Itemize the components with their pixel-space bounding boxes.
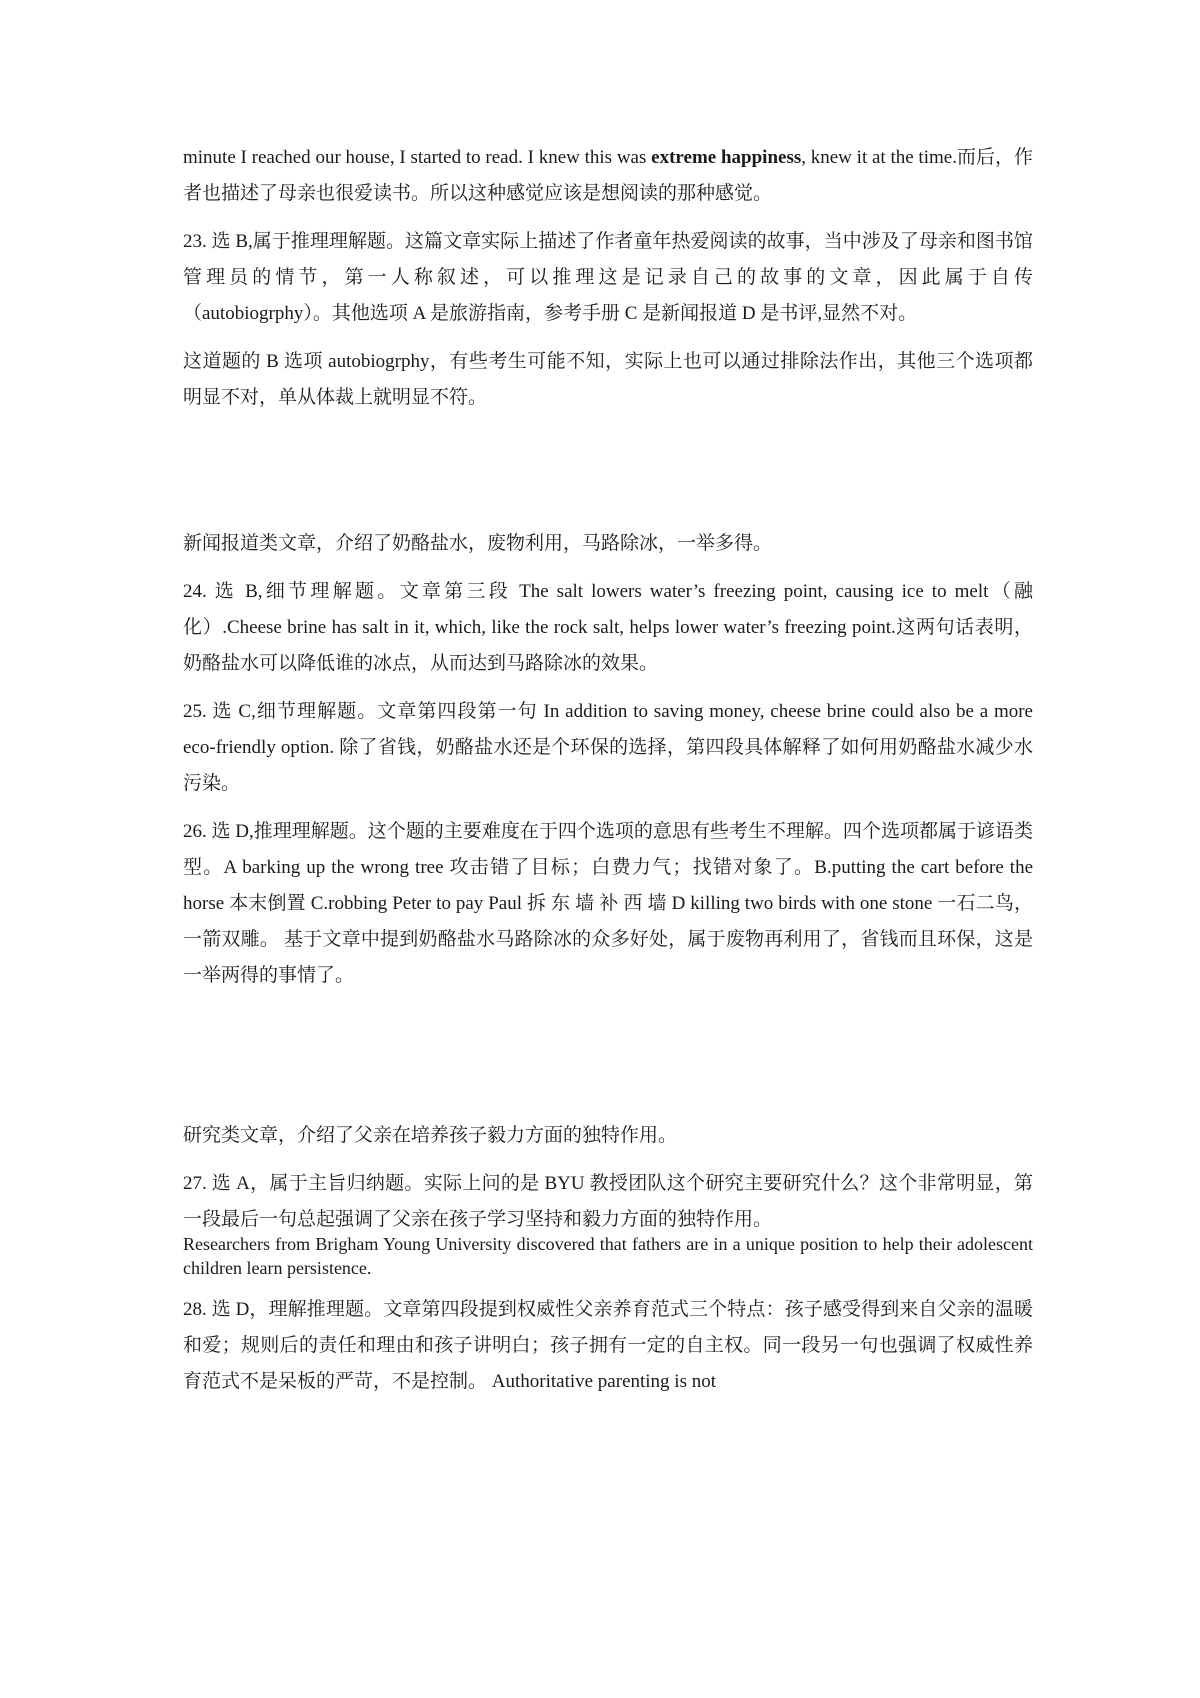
section-gap [183, 428, 1033, 526]
note-23: 这道题的 B 选项 autobiogrphy，有些考生可能不知，实际上也可以通过排除法作出，其他三个选项都明显不对，单从体裁上就明显不符。 [183, 351, 1033, 408]
section-gap [183, 1006, 1033, 1118]
answer-28: 28. 选 D，理解推理题。文章第四段提到权威性父亲养育范式三个特点：孩子感受得到来自父亲的温暖和爱；规则后的责任和理由和孩子讲明白；孩子拥有一定的自主权。同一段另一句也强调了权威性养育范式不是呆板的严苛，不是控制。 Authoritative parenting is not [183, 1299, 1033, 1392]
answer-27: 27. 选 A，属于主旨归纳题。实际上问的是 BYU 教授团队这个研究主要研究什么？这个非常明显，第一段最后一句总起强调了父亲在孩子学习坚持和毅力方面的独特作用。 [183, 1173, 1033, 1230]
answer-25: 25. 选 C,细节理解题。文章第四段第一句 In addition to saving money, cheese brine could also be a more eco-friendly option. 除了省钱，奶酪盐水还是个环保的选择，第四段具体解释了如何用奶酪盐水减少水污染。 [183, 701, 1033, 794]
answer-26: 26. 选 D,推理理解题。这个题的主要难度在于四个选项的意思有些考生不理解。四个选项都属于谚语类型。A barking up the wrong tree 攻击错了目标；白费力气；找错对象了。B.putting the cart before the horse 本末倒置 C.robbing Peter to pay Paul 拆 东 墙 补 西 墙 D killing two birds with one stone 一石二鸟，一箭双雕。 基于文章中提到奶酪盐水马路除冰的众多好处，属于废物再利用了，省钱而且环保，这是一举两得的事情了。 [183, 821, 1033, 986]
paragraph-continuation [183, 140, 1033, 212]
paragraph-text: , knew it at the time.而后，作者也描述了母亲也很爱读书。所以这种感觉应该是想阅读的那种感觉。 [183, 147, 1034, 204]
bold-phrase: extreme happiness [651, 147, 802, 168]
document-page [183, 140, 1033, 1412]
answer-23: 23. 选 B,属于推理理解题。这篇文章实际上描述了作者童年热爱阅读的故事，当中涉及了母亲和图书馆管理员的情节，第一人称叙述，可以推理这是记录自己的故事的文章，因此属于自传（autobiogrphy）。其他选项 A 是旅游指南，参考手册 C 是新闻报道 D 是书评,显然不对。 [183, 231, 1033, 324]
quote-27: Researchers from Brigham Young University discovered that fathers are in a unique position to help their adolescent children learn persistence. [183, 1234, 1033, 1278]
paragraph-text: minute I reached our house, I started to read. I knew this was [183, 147, 652, 168]
section-intro-research: 研究类文章，介绍了父亲在培养孩子毅力方面的独特作用。 [183, 1125, 678, 1146]
section-intro-news: 新闻报道类文章，介绍了奶酪盐水，废物利用，马路除冰，一举多得。 [183, 533, 773, 554]
answer-24: 24. 选 B,细节理解题。文章第三段 The salt lowers water’s freezing point, causing ice to melt（融化）.Cheese brine has salt in it, which, like the rock salt, helps lower water’s freezing point.这两句话表明，奶酪盐水可以降低谁的冰点，从而达到马路除冰的效果。 [183, 581, 1033, 674]
